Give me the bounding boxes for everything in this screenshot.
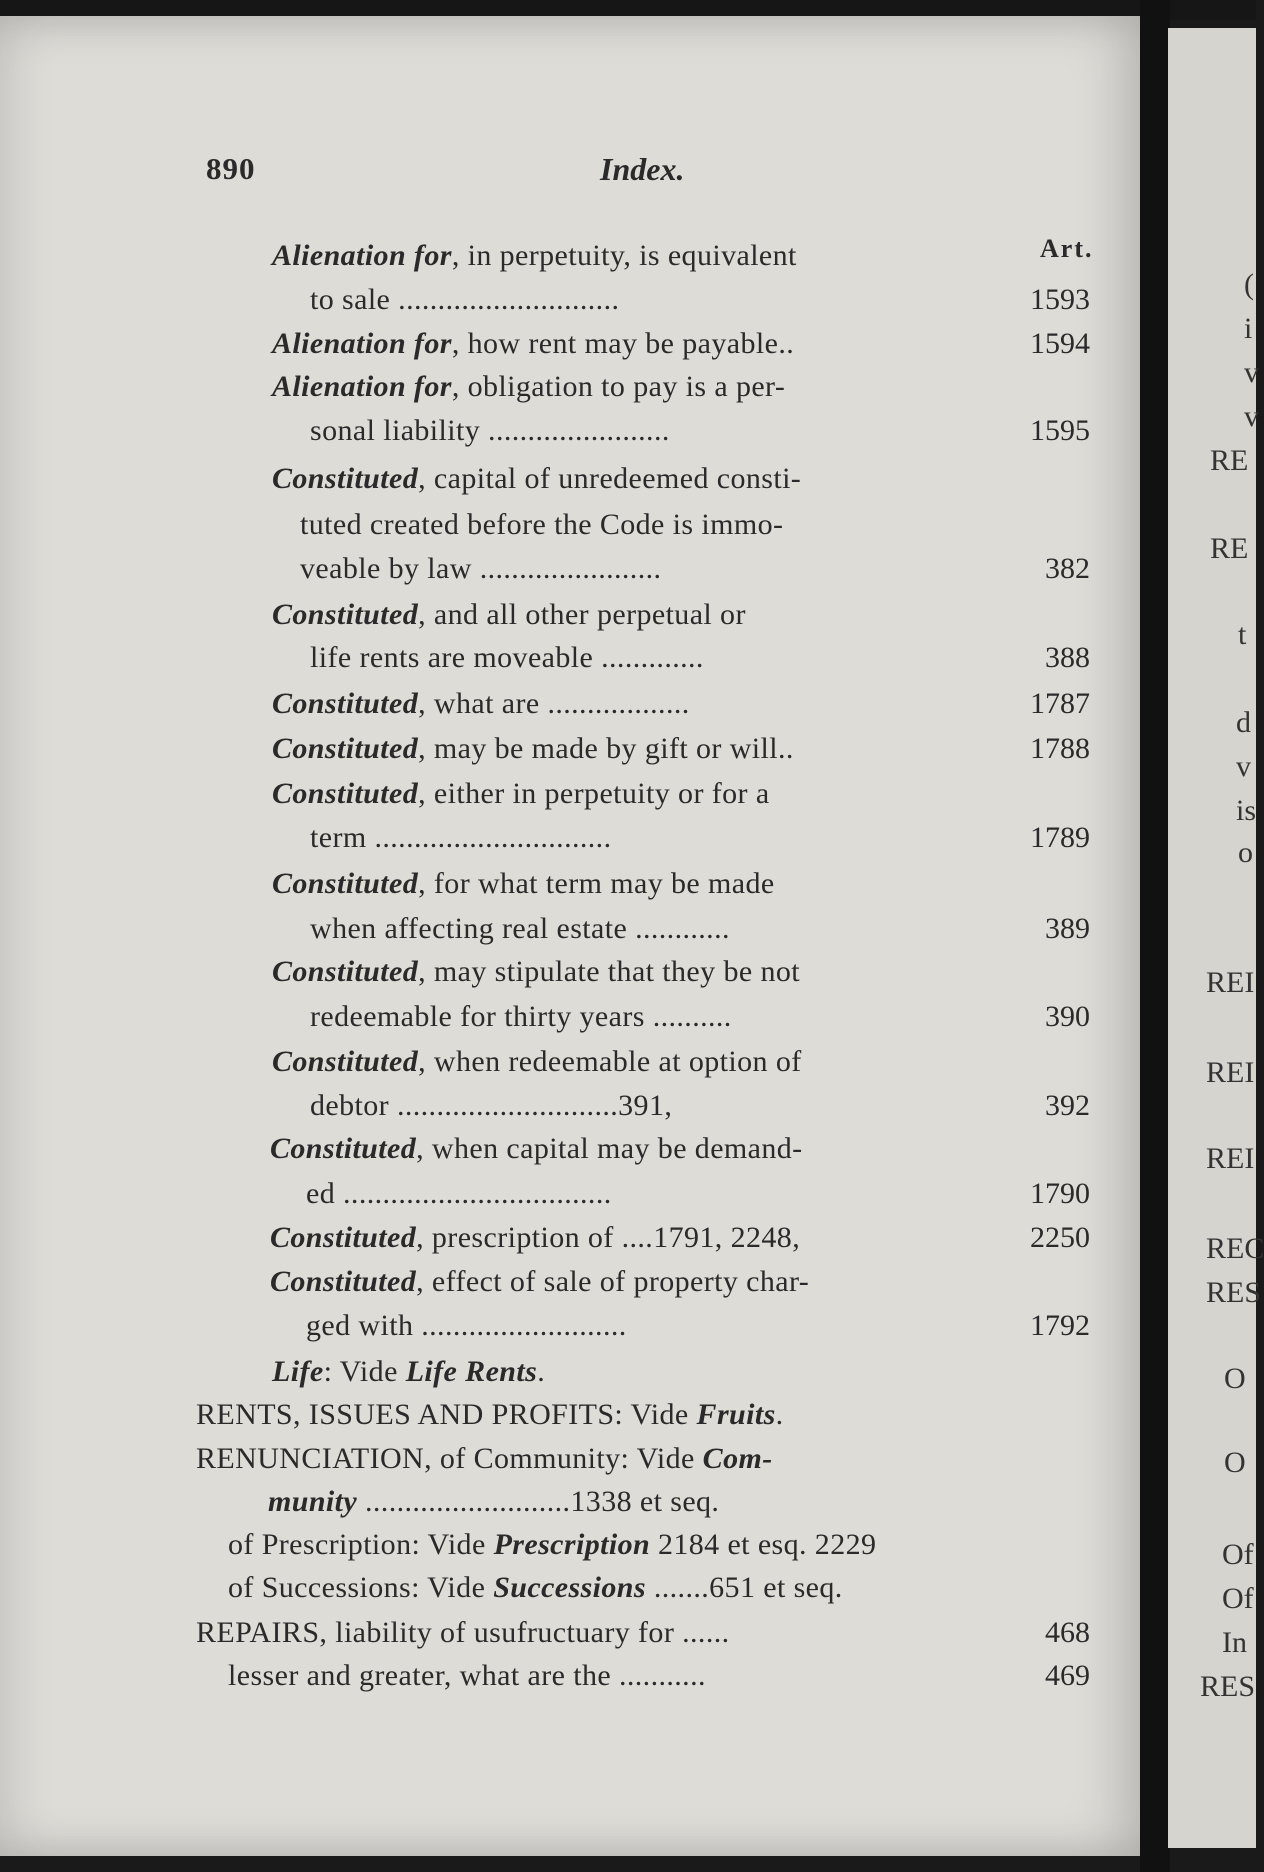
article-number: 392 [1045,1089,1090,1122]
index-term-italic: Alienation for [272,370,452,403]
index-line [0,324,1150,364]
index-line [0,864,1150,904]
index-line-text [272,324,794,364]
index-line [0,684,1150,724]
index-line-text [228,1568,843,1608]
index-line-text [270,1218,800,1258]
index-line-text [272,459,801,499]
article-number: 2250 [1030,1221,1090,1254]
facing-page-fragment: Of [1222,1538,1254,1571]
facing-page-fragment: RES [1206,1276,1262,1309]
facing-page-fragment: REI [1206,966,1255,999]
index-term-italic: Com- [702,1442,773,1475]
index-text: , obligation to pay is a per- [451,370,786,403]
index-line-text [310,1086,672,1126]
index-text: . [537,1355,546,1388]
index-text: , capital of unredeemed consti- [418,462,802,495]
index-line-text [196,1395,784,1435]
index-text: tuted created before the Code is immo- [300,508,784,541]
index-text: , may stipulate that they be not [418,955,800,988]
index-term-italic: Constituted [270,1132,417,1165]
index-line-text [272,774,770,814]
index-line [0,1482,1150,1522]
index-text: life rents are moveable ............. [310,641,704,674]
index-text: , how rent may be payable.. [451,327,795,360]
index-line-text [310,818,611,858]
index-term-italic: Prescription [493,1528,651,1561]
facing-page-fragment: REI [1206,1142,1255,1175]
article-number: 1787 [1030,687,1090,720]
index-text: , when redeemable at option of [418,1045,802,1078]
index-term-italic: Fruits [696,1398,776,1431]
index-text: REPAIRS, liability of usufructuary for ...... [196,1616,730,1649]
index-line [0,1525,1150,1565]
facing-page-fragment: O [1224,1446,1246,1479]
index-text: term .............................. [310,821,612,854]
index-text: , either in perpetuity or for a [418,777,770,810]
facing-page-fragment: O [1224,1362,1246,1395]
index-text: , may be made by gift or will.. [418,732,794,765]
index-line [0,1306,1150,1346]
index-text: of Successions: Vide [228,1571,494,1604]
article-number: 389 [1045,912,1090,945]
article-number: 388 [1045,641,1090,674]
index-line [0,952,1150,992]
index-text: , when capital may be demand- [416,1132,803,1165]
index-text: 2184 et esq. 2229 [650,1528,877,1561]
index-text: , effect of sale of property char- [416,1265,810,1298]
index-line-text [270,1262,809,1302]
index-line-text [272,684,690,724]
index-text: sonal liability ....................... [310,414,670,447]
index-line-text [268,1482,719,1522]
article-number: 390 [1045,1000,1090,1033]
index-line [0,595,1150,635]
index-text: to sale ............................ [310,283,620,316]
book-gutter [1140,0,1170,1872]
facing-page-fragment: o [1238,836,1253,869]
facing-page-fragment: v [1244,356,1259,389]
index-text: lesser and greater, what are the ........... [228,1659,706,1692]
index-line-text [310,997,732,1037]
article-number: 1790 [1030,1177,1090,1210]
index-term-italic: Constituted [270,1221,417,1254]
index-line [0,1262,1150,1302]
facing-page-fragment: t [1238,618,1247,651]
index-line [0,1395,1150,1435]
index-line-text [272,1042,802,1082]
facing-page-fragment: REI [1206,1056,1255,1089]
page [0,16,1152,1856]
facing-page-fragment: is [1236,794,1257,827]
facing-page-fragment: REC [1206,1232,1264,1265]
index-line [0,729,1150,769]
index-line [0,818,1150,858]
index-term-italic: Successions [493,1571,646,1604]
index-term-italic: Constituted [270,1265,417,1298]
article-number: 1595 [1030,414,1090,447]
index-line [0,1129,1150,1169]
article-number: 468 [1045,1616,1090,1649]
index-text: , what are .................. [418,687,690,720]
index-term-italic: Constituted [272,867,419,900]
index-term-italic: Constituted [272,732,419,765]
index-text: debtor ............................391, [310,1089,673,1122]
facing-page-fragment: i [1244,312,1253,345]
facing-page-fragment: ( [1244,268,1254,301]
index-line-text [196,1613,730,1653]
index-line [0,774,1150,814]
index-term-italic: Constituted [272,955,419,988]
index-line-text [310,411,670,451]
index-line [0,1174,1150,1214]
article-number: 1593 [1030,283,1090,316]
index-line-text [310,638,704,678]
facing-page-fragment: v [1244,400,1259,433]
index-line-text [310,909,730,949]
article-number: 1789 [1030,821,1090,854]
index-line [0,280,1150,320]
index-line-text [300,549,661,589]
index-line [0,1439,1150,1479]
index-text: RENUNCIATION, of Community: Vide [196,1442,703,1475]
index-line-text [272,952,800,992]
facing-page-fragment: v [1236,750,1251,783]
index-text: when affecting real estate ............ [310,912,730,945]
index-line [0,1352,1150,1392]
index-line-text [272,864,775,904]
article-number: 469 [1045,1659,1090,1692]
index-line-text [300,505,783,545]
index-term-italic: Life Rents [405,1355,538,1388]
article-column-header: Art. [1040,234,1094,263]
index-text: veable by law ....................... [300,552,662,585]
index-text: .......651 et seq. [645,1571,843,1604]
facing-page-fragment: d [1236,706,1251,739]
index-line-text [228,1525,876,1565]
index-text: : Vide [323,1355,406,1388]
index-line [0,1086,1150,1126]
article-number: 1792 [1030,1309,1090,1342]
index-line [0,909,1150,949]
article-number: 1788 [1030,732,1090,765]
facing-page-fragment: In [1222,1626,1247,1659]
index-term-italic: Alienation for [272,239,452,272]
index-term-italic: munity [268,1485,358,1518]
index-line-text [272,236,797,276]
facing-page-fragment: RE [1210,444,1249,477]
index-text: , and all other perpetual or [418,598,746,631]
index-line-text [306,1306,627,1346]
index-line [0,505,1150,545]
index-text: ged with .......................... [306,1309,627,1342]
index-text: redeemable for thirty years .......... [310,1000,732,1033]
index-line [0,1218,1150,1258]
running-head: Index. [600,151,685,187]
facing-page-fragment: RES [1200,1670,1256,1703]
index-term-italic: Constituted [272,462,419,495]
index-line-text [270,1129,803,1169]
index-term-italic: Alienation for [272,327,452,360]
index-text: of Prescription: Vide [228,1528,494,1561]
page-number: 890 [206,151,256,186]
article-number: 382 [1045,552,1090,585]
index-line [0,1656,1150,1696]
index-line [0,1042,1150,1082]
index-term-italic: Constituted [272,598,419,631]
index-line [0,549,1150,589]
index-term-italic: Life [272,1355,324,1388]
index-text: RENTS, ISSUES AND PROFITS: Vide [196,1398,697,1431]
index-line-text [272,367,785,407]
facing-page [1168,28,1264,1848]
index-text: ed .................................. [306,1177,612,1210]
index-line [0,459,1150,499]
index-line [0,1613,1150,1653]
index-line [0,236,1150,276]
index-line-text [272,1352,545,1392]
index-line-text [272,595,746,635]
index-line-text [310,280,619,320]
index-line-text [228,1656,706,1696]
index-line-text [272,729,794,769]
index-line [0,997,1150,1037]
index-text: , prescription of ....1791, 2248, [416,1221,801,1254]
index-line [0,367,1150,407]
index-term-italic: Constituted [272,777,419,810]
facing-page-fragment: Of [1222,1582,1254,1615]
index-line-text [196,1439,773,1479]
index-term-italic: Constituted [272,687,419,720]
index-text: ..........................1338 et seq. [357,1485,720,1518]
article-number: 1594 [1030,327,1090,360]
index-text: , for what term may be made [418,867,775,900]
index-line [0,1568,1150,1608]
index-line [0,638,1150,678]
index-line-text [306,1174,612,1214]
facing-page-fragment: RE [1210,532,1249,565]
index-line [0,411,1150,451]
index-term-italic: Constituted [272,1045,419,1078]
index-text: , in perpetuity, is equivalent [451,239,797,272]
index-text: . [775,1398,784,1431]
